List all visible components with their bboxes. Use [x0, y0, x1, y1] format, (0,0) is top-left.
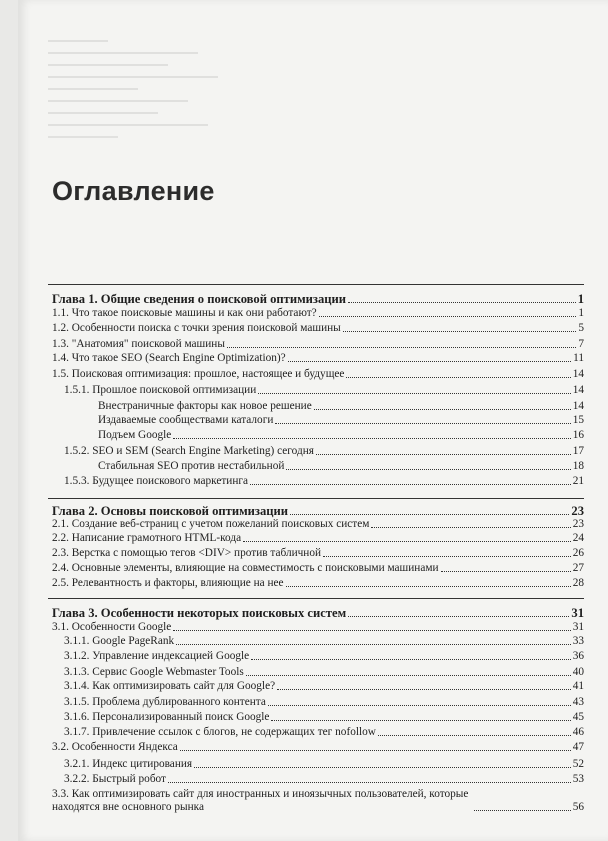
page-title: Оглавление [52, 176, 215, 206]
toc-entry [48, 306, 584, 320]
dot-leader [348, 616, 569, 617]
toc-entry-label: 3.2. Особенности Яндекса [52, 741, 178, 753]
dot-leader [277, 689, 571, 690]
toc-page-number: 23 [571, 504, 584, 518]
dot-leader [250, 484, 571, 485]
toc-page-number: 11 [573, 352, 584, 364]
toc-entry-label: 3.3. Как оптимизировать сайт для иностранных и иноязычных пользователей, которые находятся вне основного рынка [52, 788, 469, 813]
toc-entry [48, 695, 584, 709]
toc-entry [48, 740, 584, 754]
toc-entry-label: 1.5.2. SEO и SEM (Search Engine Marketing) сегодня [64, 445, 314, 457]
toc-entry-label: Глава 3. Особенности некоторых поисковых систем [52, 606, 347, 620]
toc-page-number: 41 [572, 680, 584, 692]
toc-entry [48, 649, 584, 663]
dot-leader [173, 438, 570, 439]
toc-entry [48, 444, 584, 458]
dot-leader [319, 316, 577, 317]
dot-leader [271, 720, 570, 721]
toc-entry [48, 474, 584, 488]
toc-entry-label: Подъем Google [98, 429, 172, 441]
toc-entry-label: 1.1. Что такое поисковые машины и как они работают? [52, 307, 317, 319]
toc-entry [48, 413, 584, 427]
dot-leader [268, 705, 571, 706]
toc-entry [48, 725, 584, 739]
dot-leader [316, 454, 571, 455]
toc-page-number: 14 [572, 368, 584, 380]
toc-entry-label: 2.5. Релевантность и факторы, влияющие на нее [52, 577, 284, 589]
toc-page-number: 36 [572, 650, 584, 662]
toc-entry [48, 337, 584, 351]
toc-entry [48, 620, 584, 634]
toc-page-number: 33 [572, 635, 584, 647]
dot-leader [288, 361, 571, 362]
toc-page-number: 17 [572, 445, 584, 457]
dot-leader [290, 514, 569, 515]
toc-entry [48, 383, 584, 397]
toc-entry-label: 3.1.7. Привлечение ссылок с блогов, не содержащих тег nofollow [64, 726, 376, 738]
dot-leader [348, 302, 576, 303]
toc-entry-label: 1.5. Поисковая оптимизация: прошлое, настоящее и будущее [52, 368, 345, 380]
toc-entry-label: 3.1. Особенности Google [52, 621, 172, 633]
toc-page-number: 28 [572, 577, 584, 589]
toc-page-number: 31 [572, 621, 584, 633]
toc-page-number: 21 [572, 475, 584, 487]
toc-chapter-entry [48, 502, 584, 518]
toc-entry [48, 561, 584, 575]
toc-page-number: 1 [578, 307, 584, 319]
toc-entry [48, 679, 584, 693]
toc-page-number: 16 [572, 429, 584, 441]
toc-page-number: 1 [577, 292, 584, 306]
toc-entry [48, 772, 584, 786]
toc-entry [48, 517, 584, 531]
dot-leader [346, 377, 570, 378]
toc-entry [48, 321, 584, 335]
toc-page-number: 24 [572, 532, 584, 544]
toc-page-number: 45 [572, 711, 584, 723]
dot-leader [243, 541, 571, 542]
toc-entry [48, 710, 584, 724]
dot-leader [168, 782, 571, 783]
toc-entry [48, 459, 584, 473]
toc-entry-label: 3.2.1. Индекс цитирования [64, 758, 193, 770]
dot-leader [227, 347, 576, 348]
toc-page-number: 46 [572, 726, 584, 738]
dot-leader [323, 556, 571, 557]
toc-entry-label: 1.5.1. Прошлое поисковой оптимизации [64, 384, 257, 396]
toc-entry [48, 786, 584, 814]
dot-leader [474, 810, 571, 811]
toc-entry-label: 3.2.2. Быстрый робот [64, 773, 166, 785]
dot-leader [378, 735, 571, 736]
dot-leader [314, 409, 571, 410]
toc-entry-label: 3.1.3. Сервис Google Webmaster Tools [64, 666, 244, 678]
toc-entry-label: Глава 1. Общие сведения о поисковой оптимизации [52, 292, 347, 306]
toc-chapter-entry [48, 604, 584, 620]
toc-entry [48, 634, 584, 648]
toc-entry-label: Глава 2. Основы поисковой оптимизации [52, 504, 289, 518]
dot-leader [343, 331, 577, 332]
toc-page-number: 27 [572, 562, 584, 574]
toc-entry-label: 3.1.5. Проблема дублированного контента [64, 696, 266, 708]
toc-page-number: 14 [572, 400, 584, 412]
toc-page-number: 5 [578, 322, 584, 334]
toc-page-number: 53 [572, 773, 584, 785]
dot-leader [286, 586, 571, 587]
section-divider [48, 498, 584, 499]
toc-entry-label: 2.2. Написание грамотного HTML-кода [52, 532, 242, 544]
toc-entry-label: 1.5.3. Будущее поискового маркетинга [64, 475, 249, 487]
dot-leader [176, 644, 571, 645]
dot-leader [180, 750, 571, 751]
toc-entry-label: 1.3. "Анатомия" поисковой машины [52, 338, 225, 350]
toc-entry [48, 351, 584, 365]
toc-entry-label: 3.1.6. Персонализированный поиск Google [64, 711, 270, 723]
toc-entry-label: 3.1.2. Управление индексацией Google [64, 650, 250, 662]
dot-leader [194, 767, 571, 768]
toc-page-number: 7 [578, 338, 584, 350]
toc-page-number: 52 [572, 758, 584, 770]
dot-leader [371, 527, 570, 528]
dot-leader [258, 393, 570, 394]
toc-page-number: 47 [572, 741, 584, 753]
dot-leader [286, 469, 570, 470]
dot-leader [246, 675, 571, 676]
dot-leader [275, 423, 570, 424]
toc-chapter-entry [48, 290, 584, 306]
toc-page-number: 18 [572, 460, 584, 472]
toc-entry [48, 757, 584, 771]
toc-entry [48, 399, 584, 413]
toc-entry-label: 2.4. Основные элементы, влияющие на совместимость с поисковыми машинами [52, 562, 439, 574]
toc-entry-label: 1.2. Особенности поиска с точки зрения поисковой машины [52, 322, 341, 334]
toc-entry-label: 2.3. Верстка с помощью тегов <DIV> против табличной [52, 547, 322, 559]
toc-page-number: 43 [572, 696, 584, 708]
section-divider [48, 598, 584, 599]
toc-page-number: 40 [572, 666, 584, 678]
bleed-through-text [48, 30, 248, 270]
toc-entry-label: Издаваемые сообществами каталоги [98, 414, 274, 426]
toc-page-number: 14 [572, 384, 584, 396]
dot-leader [251, 659, 571, 660]
toc-page-number: 26 [572, 547, 584, 559]
toc-page-number: 15 [572, 414, 584, 426]
dot-leader [441, 571, 571, 572]
toc-entry [48, 531, 584, 545]
toc-entry-label: 2.1. Создание веб-страниц с учетом пожеланий поисковых систем [52, 518, 370, 530]
toc-entry [48, 576, 584, 590]
dot-leader [173, 630, 570, 631]
toc-page-number: 31 [571, 606, 584, 620]
toc-entry [48, 665, 584, 679]
toc-entry-label: 1.4. Что такое SEO (Search Engine Optimization)? [52, 352, 286, 364]
toc-entry [48, 546, 584, 560]
toc-entry-label: Внестраничные факторы как новое решение [98, 400, 312, 412]
toc-page-number: 56 [572, 801, 584, 813]
toc-entry [48, 367, 584, 381]
toc-entry [48, 428, 584, 442]
toc-entry-label: 3.1.1. Google PageRank [64, 635, 175, 647]
section-divider [48, 284, 584, 285]
toc-page-number: 23 [572, 518, 584, 530]
toc-entry-label: Стабильная SEO против нестабильной [98, 460, 285, 472]
toc-entry-label: 3.1.4. Как оптимизировать сайт для Google? [64, 680, 276, 692]
